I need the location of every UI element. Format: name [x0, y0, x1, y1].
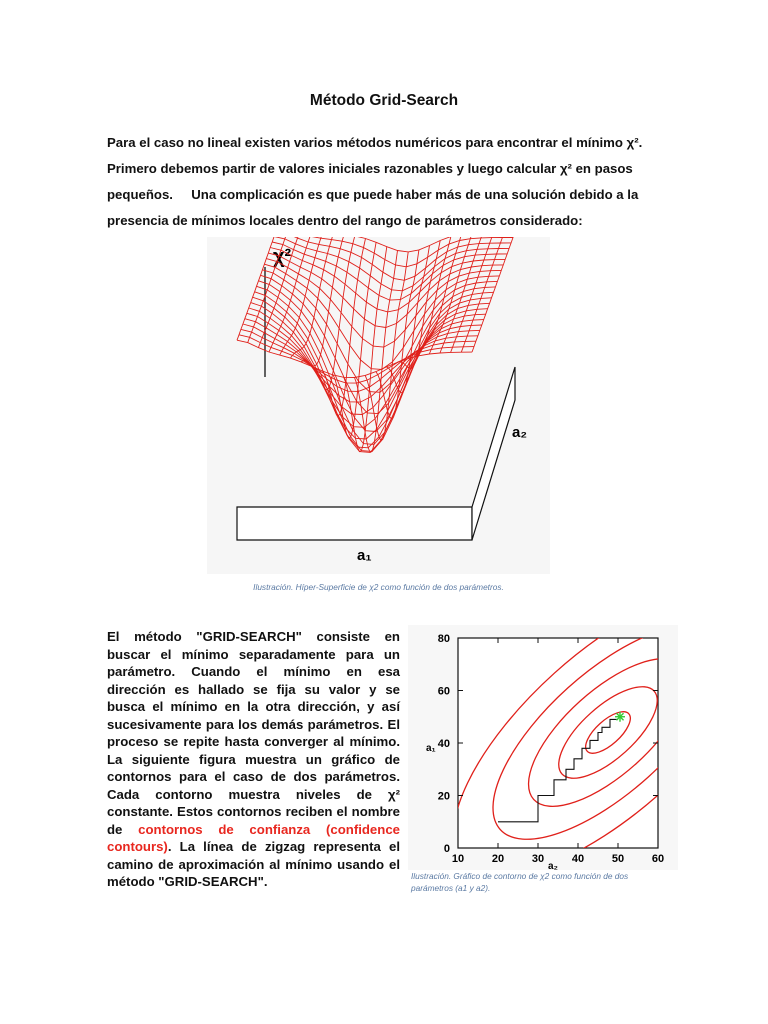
intro-line-2: Primero debemos partir de valores iniciales razonables y luego calcular χ² en pasos: [107, 161, 633, 176]
y-tick-label: 60: [437, 685, 450, 698]
paragraph-text-start: El método "GRID-SEARCH" consiste en buscar el mínimo separadamente para un parámetro. Cuando el mínimo en esa dirección es hallado se fija su valor y se busca el mínimo en la otra dirección, y así sucesivamente para los demás parámetros. El proceso se repite hasta converger al mínimo. La siguiente figura muestra un gráfico de contornos para el caso de dos parámetros. Cada contorno muestra niveles de χ² constante. Estos contornos reciben el nombre de: [107, 629, 400, 837]
y-tick-label: 80: [437, 633, 450, 645]
gridsearch-paragraph: [107, 628, 400, 891]
minimum-marker-icon: [615, 712, 625, 722]
x-tick-label: 60: [651, 853, 665, 865]
surface-figure: [207, 237, 550, 574]
figure1-caption: Ilustración. Híper-Superficie de χ2 como función de dos parámetros.: [253, 582, 504, 592]
y-tick-label: 0: [443, 843, 450, 855]
intro-line-1: Para el caso no lineal existen varios métodos numéricos para encontrar el mínimo χ².: [107, 135, 643, 150]
x-axis-label: a₁: [357, 547, 372, 564]
x-axis-label: a₂: [548, 861, 559, 870]
intro-paragraph: [107, 130, 667, 234]
y-axis-label: a₂: [512, 424, 528, 441]
surface-base: [237, 367, 515, 540]
surface-mesh: [237, 237, 515, 452]
page-title: Método Grid-Search: [309, 92, 459, 109]
y-axis-label: a₁: [426, 743, 436, 754]
figure2-caption: Ilustración. Gráfico de contorno de χ2 como función de dos parámetros (a1 y a2).: [411, 871, 629, 893]
x-tick-label: 40: [571, 853, 585, 865]
x-tick-label: 50: [611, 853, 625, 865]
contour-figure: [408, 625, 678, 870]
x-tick-label: 20: [491, 853, 505, 865]
intro-line-3: pequeños. Una complicación es que puede haber más de una solución debido a la: [107, 187, 639, 202]
intro-line-4: presencia de mínimos locales dentro del rango de parámetros considerado:: [107, 213, 583, 228]
surface-plot: [207, 237, 550, 574]
z-axis-label: χ²: [273, 246, 292, 268]
contour-plot: [408, 625, 678, 870]
y-tick-labels: [438, 633, 450, 855]
y-tick-label: 20: [437, 790, 450, 803]
confidence-contours-term: contornos de confianza (confidence contours): [107, 821, 400, 854]
x-tick-label: 10: [451, 853, 465, 865]
y-tick-label: 40: [437, 738, 450, 750]
paragraph-text-end: . La línea de zigzag representa el camino de aproximación al mínimo usando el método "GRID-SEARCH".: [107, 839, 400, 889]
x-tick-label: 30: [531, 853, 545, 865]
